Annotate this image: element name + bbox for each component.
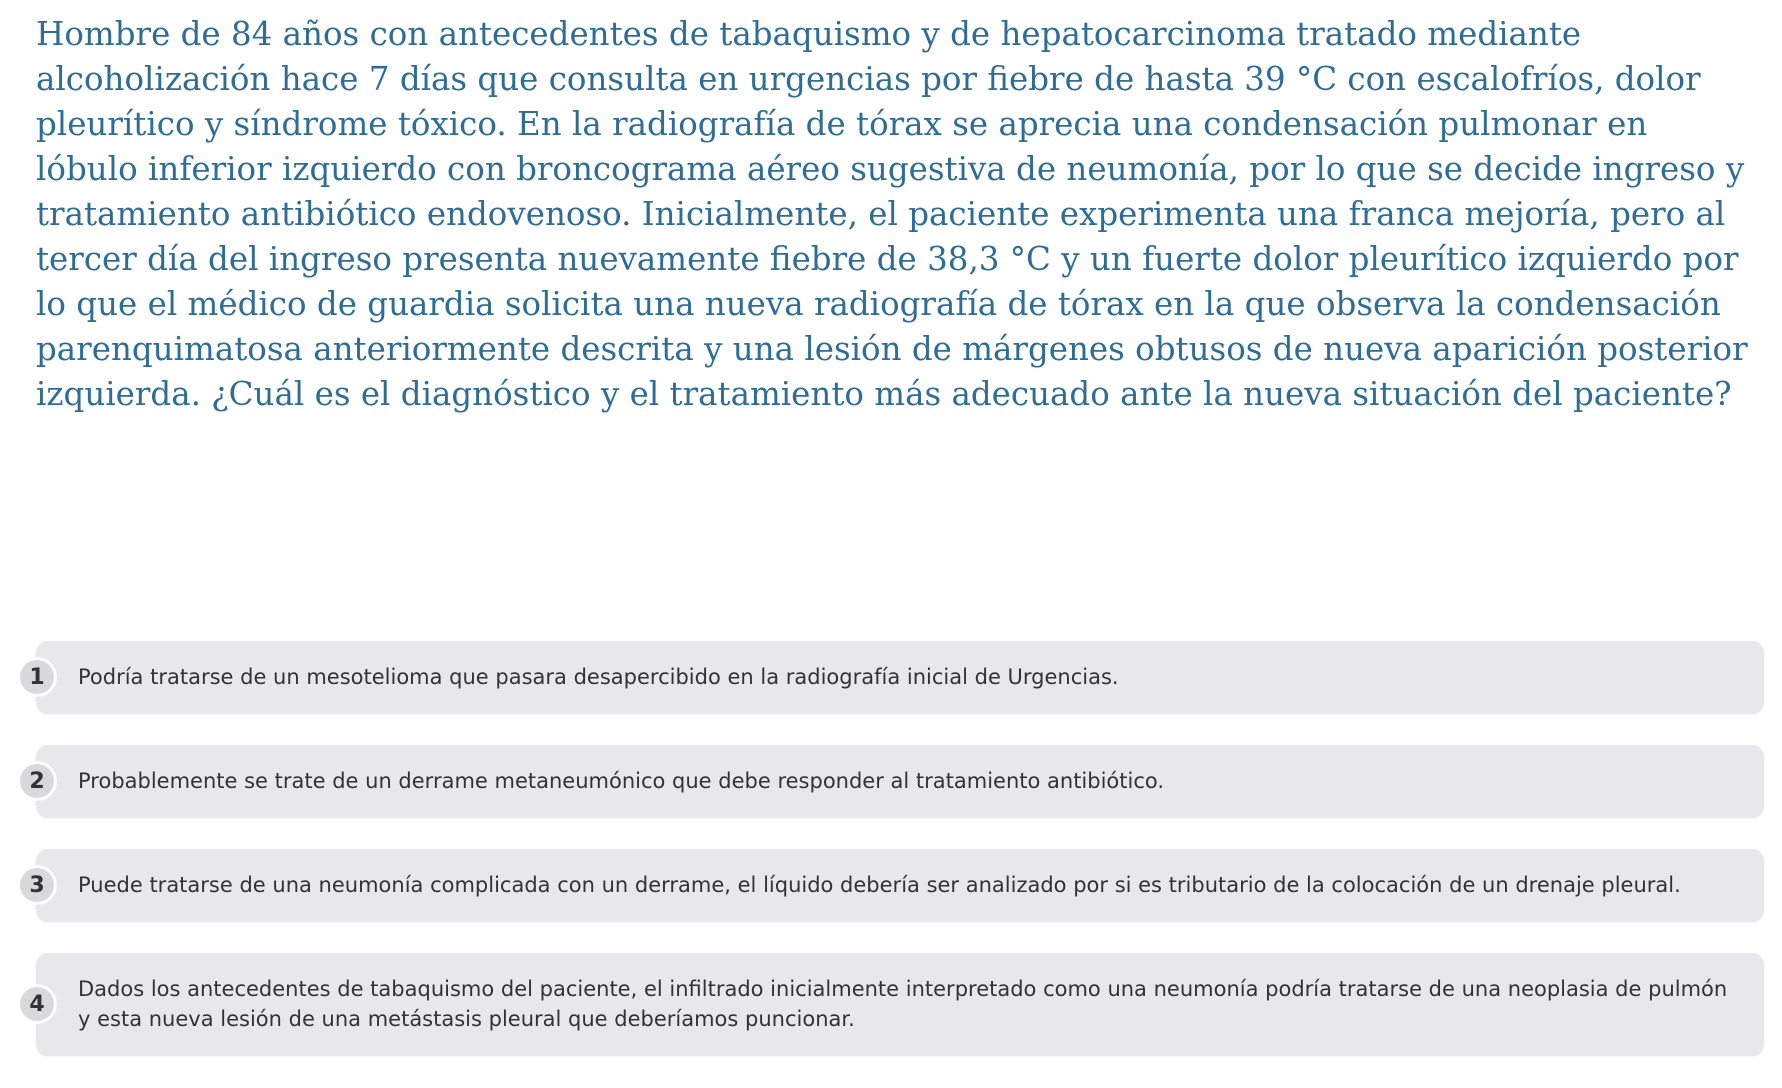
option-text: Puede tratarse de una neumonía complicada con un derrame, el líquido debería ser analizado por si es tributario de la colocación de un drenaje pleural. [78, 873, 1681, 897]
option-text: Probablemente se trate de un derrame metaneumónico que debe responder al tratamiento antibiótico. [78, 769, 1165, 793]
option-text: Dados los antecedentes de tabaquismo del paciente, el infiltrado inicialmente interpretado como una neumonía podría tratarse de una neoplasia de pulmón y esta nueva lesión de una metástasis pleural que deberíamos puncionar. [78, 977, 1728, 1031]
option-number-badge: 4 [20, 987, 54, 1021]
option-number-badge: 1 [20, 660, 54, 694]
answer-option-1[interactable] [29, 641, 1764, 714]
option-text: Podría tratarse de un mesotelioma que pasara desapercibido en la radiografía inicial de Urgencias. [78, 665, 1119, 689]
answer-option-4[interactable] [29, 953, 1764, 1056]
option-number-badge: 2 [20, 764, 54, 798]
answer-option-3[interactable] [29, 849, 1764, 922]
option-number-badge: 3 [20, 868, 54, 902]
answer-option-2[interactable] [29, 745, 1764, 818]
question-text: Hombre de 84 años con antecedentes de tabaquismo y de hepatocarcinoma tratado mediante alcoholización hace 7 días que consulta en urgencias por fiebre de hasta 39 °C con escalofríos, dolor pleurítico y síndrome tóxico. En la radiografía de tórax se aprecia una condensación pulmonar en lóbulo inferior izquierdo con broncograma aéreo sugestiva de neumonía, por lo que se decide ingreso y tratamiento antibiótico endovenoso. Inicialmente, el paciente experimenta una franca mejoría, pero al tercer día del ingreso presenta nuevamente fiebre de 38,3 °C y un fuerte dolor pleurítico izquierdo por lo que el médico de guardia solicita una nueva radiografía de tórax en la que observa la condensación parenquimatosa anteriormente descrita y una lesión de márgenes obtusos de nueva aparición posterior izquierda. ¿Cuál es el diagnóstico y el tratamiento más adecuado ante la nueva situación del paciente? [36, 15, 1748, 413]
